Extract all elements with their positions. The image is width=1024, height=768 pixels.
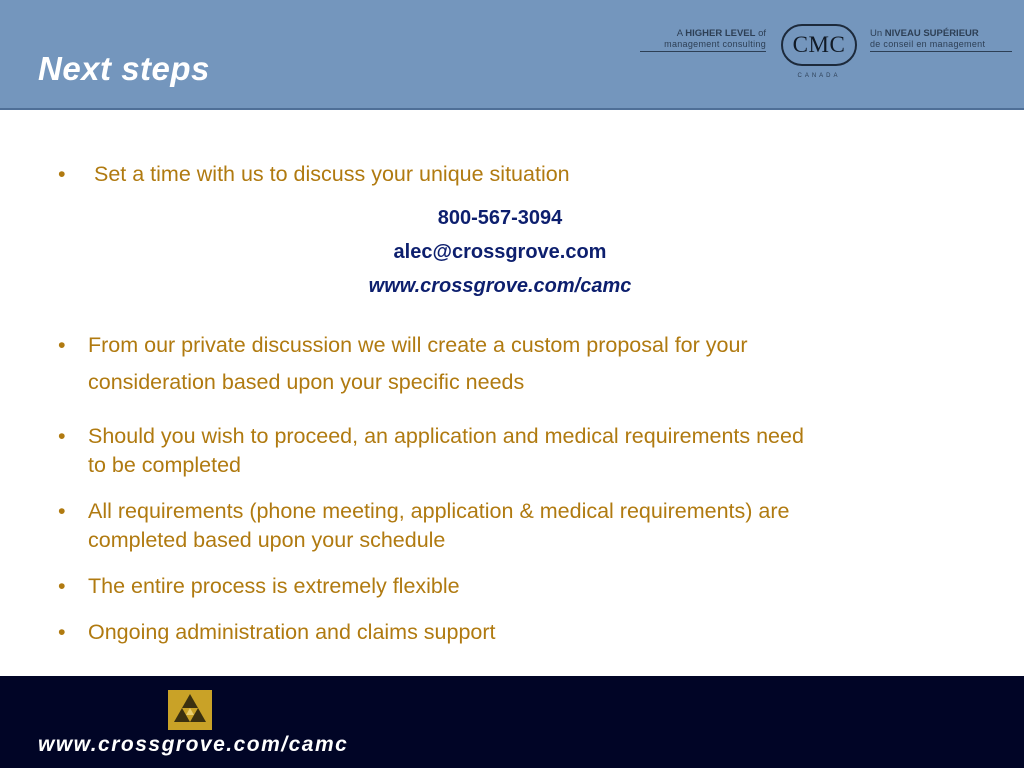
logo-tagline-english-line2: management consulting <box>640 39 766 52</box>
logo-tagline-french-line2: de conseil en management <box>870 39 1012 52</box>
triangle-pattern-icon <box>168 690 212 730</box>
logo-tagline-english: A HIGHER LEVEL of management consulting <box>640 28 766 52</box>
bullet-marker: • <box>58 424 66 448</box>
bullet-text-line2: completed based upon your schedule <box>88 528 446 552</box>
bullet-text-line2: consideration based upon your specific needs <box>88 370 525 394</box>
footer-website: www.crossgrove.com/camc <box>38 733 349 756</box>
bullet-marker: • <box>58 574 66 598</box>
bullet-text: Ongoing administration and claims support <box>88 620 496 644</box>
logo-tagline-english-bold: HIGHER LEVEL <box>685 28 756 39</box>
bullet-text: Set a time with us to discuss your unique situation <box>94 162 570 186</box>
crossgrove-logo-icon <box>168 690 212 730</box>
cmc-logo <box>781 24 857 66</box>
bullet-text-line1: From our private discussion we will create a custom proposal for your <box>88 333 748 357</box>
logo-tagline-french-bold: NIVEAU SUPÉRIEUR <box>884 28 979 39</box>
cmc-logo-text: CMC <box>792 32 846 57</box>
contact-website: www.crossgrove.com/camc <box>368 275 632 297</box>
cmc-logo-country: CANADA <box>797 73 841 79</box>
bullet-marker: • <box>58 333 66 357</box>
slide-title: Next steps <box>38 50 210 87</box>
bullet-marker: • <box>58 499 66 523</box>
slide-header <box>0 0 1024 110</box>
bullet-text-line1: All requirements (phone meeting, application & medical requirements) are <box>88 499 790 523</box>
logo-tagline-french: Un NIVEAU SUPÉRIEUR de conseil en management <box>870 28 1012 52</box>
bullet-text: The entire process is extremely flexible <box>88 574 460 598</box>
bullet-text-line1: Should you wish to proceed, an application and medical requirements need <box>88 424 804 448</box>
bullet-text-line2: to be completed <box>88 453 241 477</box>
bullet-marker: • <box>58 620 66 644</box>
bullet-marker: • <box>58 162 66 186</box>
contact-phone: 800-567-3094 <box>437 207 563 229</box>
contact-email: alec@crossgrove.com <box>393 241 607 263</box>
